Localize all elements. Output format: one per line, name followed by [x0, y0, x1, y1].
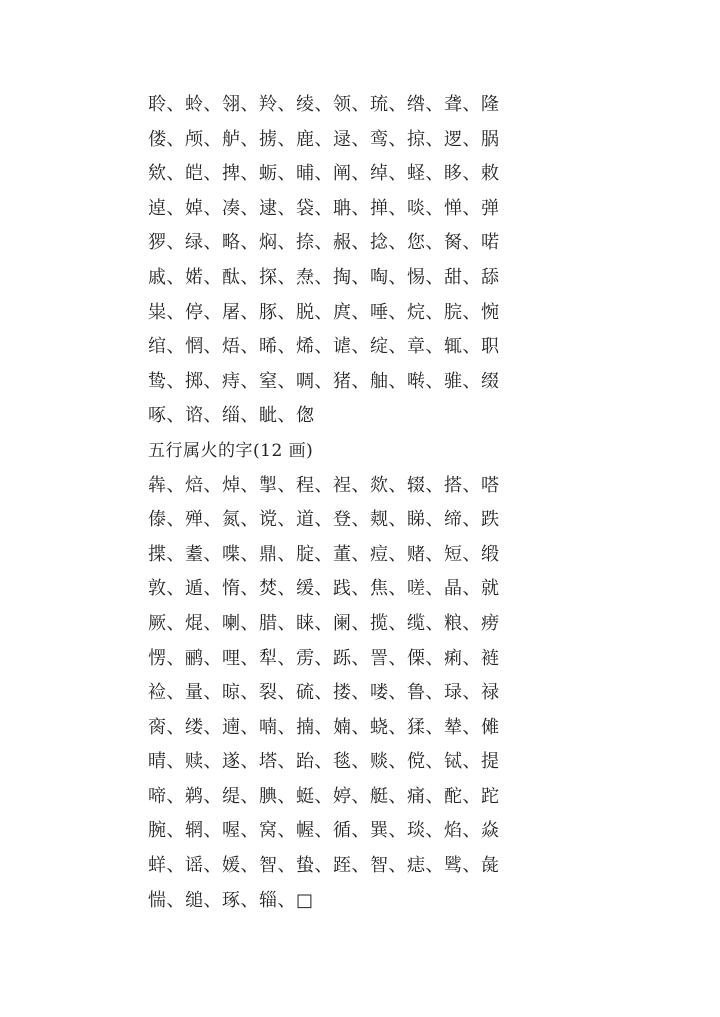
text-line: 戚、婼、酞、探、焘、掏、啕、惕、甜、舔 — [148, 266, 500, 288]
text-line: 腕、辋、喔、窝、幄、循、巽、琰、焰、焱 — [148, 820, 500, 842]
text-line: 粜、停、屠、豚、脱、庹、唾、烷、脘、惋 — [148, 301, 500, 323]
text-line: 偻、颅、舻、掳、鹿、逯、鸾、掠、逻、脶 — [148, 128, 500, 150]
text-line: 敦、遁、惰、焚、缓、践、焦、嗟、晶、就 — [148, 578, 500, 600]
text-line: 惴、缒、琢、辎、□ — [148, 889, 314, 911]
text-line: 晴、赎、遂、塔、跆、毯、赕、傥、铽、提 — [148, 751, 500, 773]
text-line: 猡、绿、略、焖、捺、赧、捻、您、胬、喏 — [148, 232, 500, 254]
text-line: 绾、惘、焐、晞、烯、谑、绽、章、辄、职 — [148, 336, 500, 358]
text-line: 聆、蛉、翎、羚、绫、领、琉、绺、聋、隆 — [148, 94, 500, 115]
text-line: 犇、焙、焯、掣、程、裎、欻、辍、搭、嗒 — [148, 474, 500, 496]
text-line: 愣、鹂、哩、犁、雳、跞、詈、傈、痢、裢 — [148, 647, 500, 669]
text-line: 揲、耋、喋、鼎、腚、董、痘、赌、短、缎 — [148, 543, 500, 565]
text-line: 裣、量、晾、裂、硫、搂、喽、鲁、琭、禄 — [148, 682, 500, 704]
character-list — [148, 88, 568, 918]
text-line: 逴、婥、凑、逮、袋、聃、掸、啖、惮、弹 — [148, 197, 500, 219]
text-line: 啼、鹈、缇、腆、蜓、婷、艇、痛、酡、跎 — [148, 785, 500, 807]
text-line: 鸷、掷、痔、窒、啁、猪、舳、啭、骓、缀 — [148, 370, 500, 392]
text-line: 啄、谘、缁、眦、偬 — [148, 405, 315, 427]
text-line: 欸、皑、捭、蛎、晡、阐、绰、蛏、眵、敕 — [148, 163, 500, 185]
text-line: 傣、殚、氮、谠、道、登、觌、睇、缔、跌 — [148, 509, 500, 531]
text-line: 厥、焜、喇、腊、睐、阑、揽、缆、粮、痨 — [148, 612, 500, 634]
section-heading: 五行属火的字(12 画) — [148, 440, 314, 461]
text-line: 蛘、谣、媛、智、蛰、跮、智、痣、骘、彘 — [148, 855, 500, 877]
text-line: 脔、缕、遖、喃、揇、婻、蛲、猱、辇、傩 — [148, 716, 500, 738]
